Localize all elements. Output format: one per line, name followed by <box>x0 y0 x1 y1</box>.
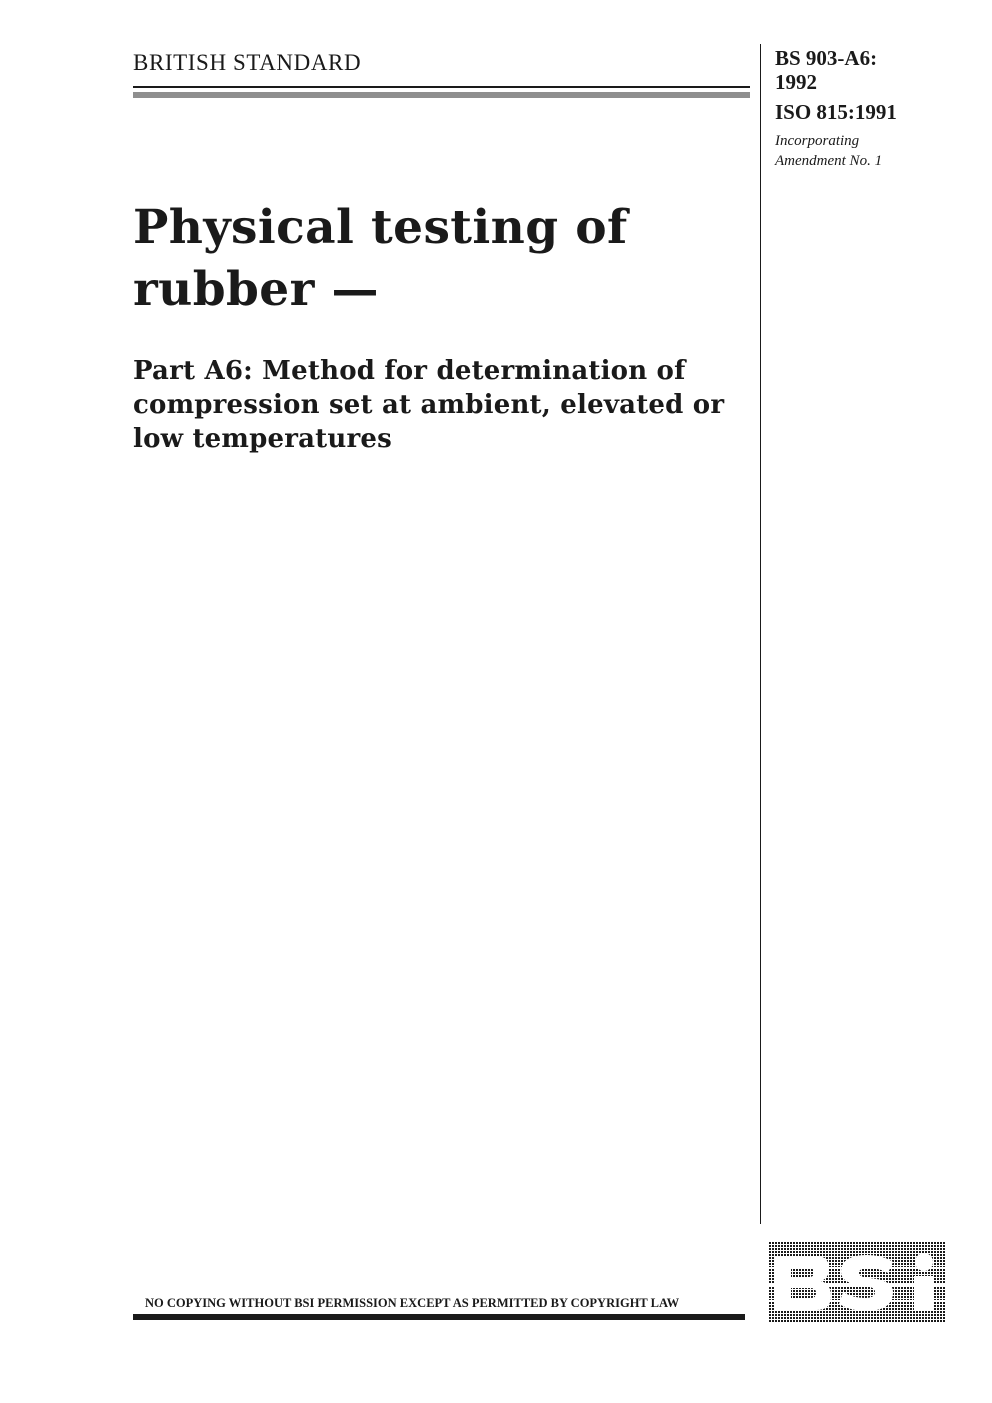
title-line1: Physical testing of <box>133 200 628 255</box>
document-subtitle <box>133 354 724 456</box>
iso-number: ISO 815:1991 <box>775 100 897 124</box>
subtitle-line1: Part A6: Method for determination of <box>133 356 686 386</box>
copyright-notice: NO COPYING WITHOUT BSI PERMISSION EXCEPT AS PERMITTED BY COPYRIGHT LAW <box>145 1296 680 1310</box>
amendment-line2: Amendment No. 1 <box>775 153 883 169</box>
subtitle-line3: low temperatures <box>133 424 392 454</box>
standard-number-line1: BS 903-A6: <box>775 46 878 70</box>
subtitle-line2: compression set at ambient, elevated or <box>133 390 725 420</box>
header-rule-thin <box>133 86 750 88</box>
amendment-line1: Incorporating <box>775 133 860 149</box>
column-divider <box>760 44 761 1224</box>
series-label: BRITISH STANDARD <box>133 50 362 75</box>
amendment-note <box>775 131 882 171</box>
footer-rule <box>133 1314 745 1320</box>
bsi-logo <box>769 1242 945 1322</box>
title-line2: rubber — <box>133 262 379 317</box>
standard-number-line2: 1992 <box>775 70 817 94</box>
document-title <box>133 197 628 321</box>
header-rule-thick <box>133 92 750 98</box>
standard-number <box>775 46 877 94</box>
